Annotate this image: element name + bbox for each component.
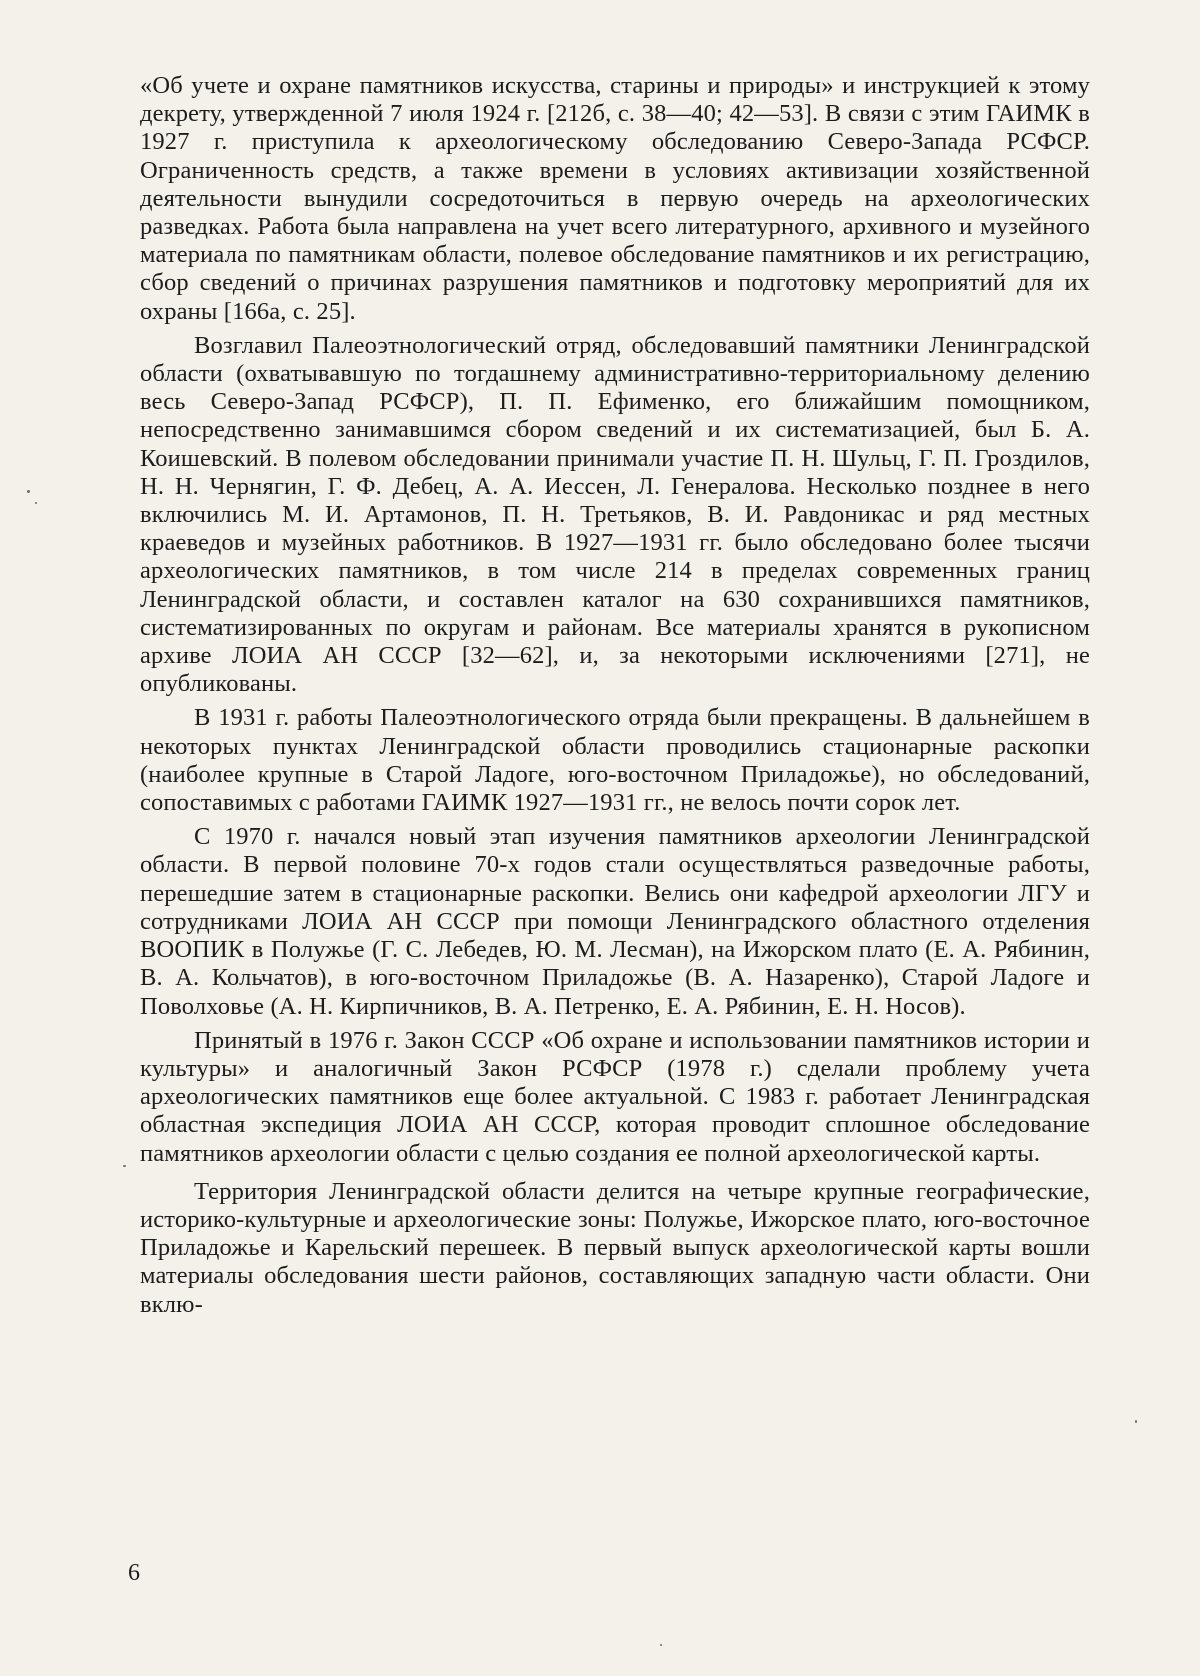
- paragraph-4: С 1970 г. начался новый этап изучения памятников археологии Ленинградской области. В первой половине 70-х годов стали осуществляться разведочные работы, перешедшие затем в стационарные раскопки. Велись они кафедрой археологии ЛГУ и сотрудниками ЛОИА АН СССР при помощи Ленинградского областного отделения ВООПИК в Полужье (Г. С. Лебедев, Ю. М. Лесман), на Ижорском плато (Е. А. Рябинин, В. А. Кольчатов), в юго-восточном Приладожье (В. А. Назаренко), Старой Ладоге и Поволховье (А. Н. Кирпичников, В. А. Петренко, Е. А. Рябинин, Е. Н. Носов).: [140, 823, 1090, 1020]
- scan-speck: [123, 1165, 126, 1167]
- page-number: 6: [128, 1560, 140, 1586]
- scan-speck: [35, 502, 37, 504]
- body-text: [140, 72, 1090, 1325]
- paragraph-1: «Об учете и охране памятников искусства, старины и природы» и инструкцией к этому декрету, утвержденной 7 июля 1924 г. [212б, с. 38—40; 42—53]. В связи с этим ГАИМК в 1927 г. приступила к археологическому обследованию Северо-Запада РСФСР. Ограниченность средств, а также времени в условиях активизации хозяйственной деятельности вынудили сосредоточиться в первую очередь на археологических разведках. Работа была направлена на учет всего литературного, архивного и музейного материала по памятникам области, полевое обследование памятников и их регистрацию, сбор сведений о причинах разрушения памятников и подготовку мероприятий для их охраны [166а, с. 25].: [140, 72, 1090, 325]
- scan-speck: [660, 1644, 662, 1646]
- scan-speck: [1135, 1420, 1137, 1423]
- paragraph-3: В 1931 г. работы Палеоэтнологического отряда были прекращены. В дальнейшем в некоторых пунктах Ленинградской области проводились стационарные раскопки (наиболее крупные в Старой Ладоге, юго-восточном Приладожье), но обследований, сопоставимых с работами ГАИМК 1927—1931 гг., не велось почти сорок лет.: [140, 704, 1090, 817]
- scan-speck: [27, 490, 30, 493]
- paragraph-2: Возглавил Палеоэтнологический отряд, обследовавший памятники Ленинградской области (охватывавшую по тогдашнему административно-территориальному делению весь Северо-Запад РСФСР), П. П. Ефименко, его ближайшим помощником, непосредственно занимавшимся сбором сведений и их систематизацией, был Б. А. Коишевский. В полевом обследовании принимали участие П. Н. Шульц, Г. П. Гроздилов, Н. Н. Чернягин, Г. Ф. Дебец, А. А. Иессен, Л. Генералова. Несколько позднее в него включились М. И. Артамонов, П. Н. Третьяков, В. И. Равдоникас и ряд местных краеведов и музейных работников. В 1927—1931 гг. было обследовано более тысячи археологических памятников, в том числе 214 в пределах современных границ Ленинградской области, и составлен каталог на 630 сохранившихся памятников, систематизированных по округам и районам. Все материалы хранятся в рукописном архиве ЛОИА АН СССР [32—62], и, за некоторыми исключениями [271], не опубликованы.: [140, 331, 1090, 698]
- paragraph-5: Принятый в 1976 г. Закон СССР «Об охране и использовании памятников истории и культуры» и аналогичный Закон РСФСР (1978 г.) сделали проблему учета археологических памятников еще более актуальной. С 1983 г. работает Ленинградская областная экспедиция ЛОИА АН СССР, которая проводит сплошное обследование памятников археологии области с целью создания ее полной археологической карты.: [140, 1026, 1090, 1167]
- paragraph-6: Территория Ленинградской области делится на четыре крупные географические, историко-культурные и археологические зоны: Полужье, Ижорское плато, юго-восточное Приладожье и Карельский перешеек. В первый выпуск археологической карты вошли материалы обследования шести районов, составляющих западную части области. Они вклю-: [140, 1177, 1090, 1318]
